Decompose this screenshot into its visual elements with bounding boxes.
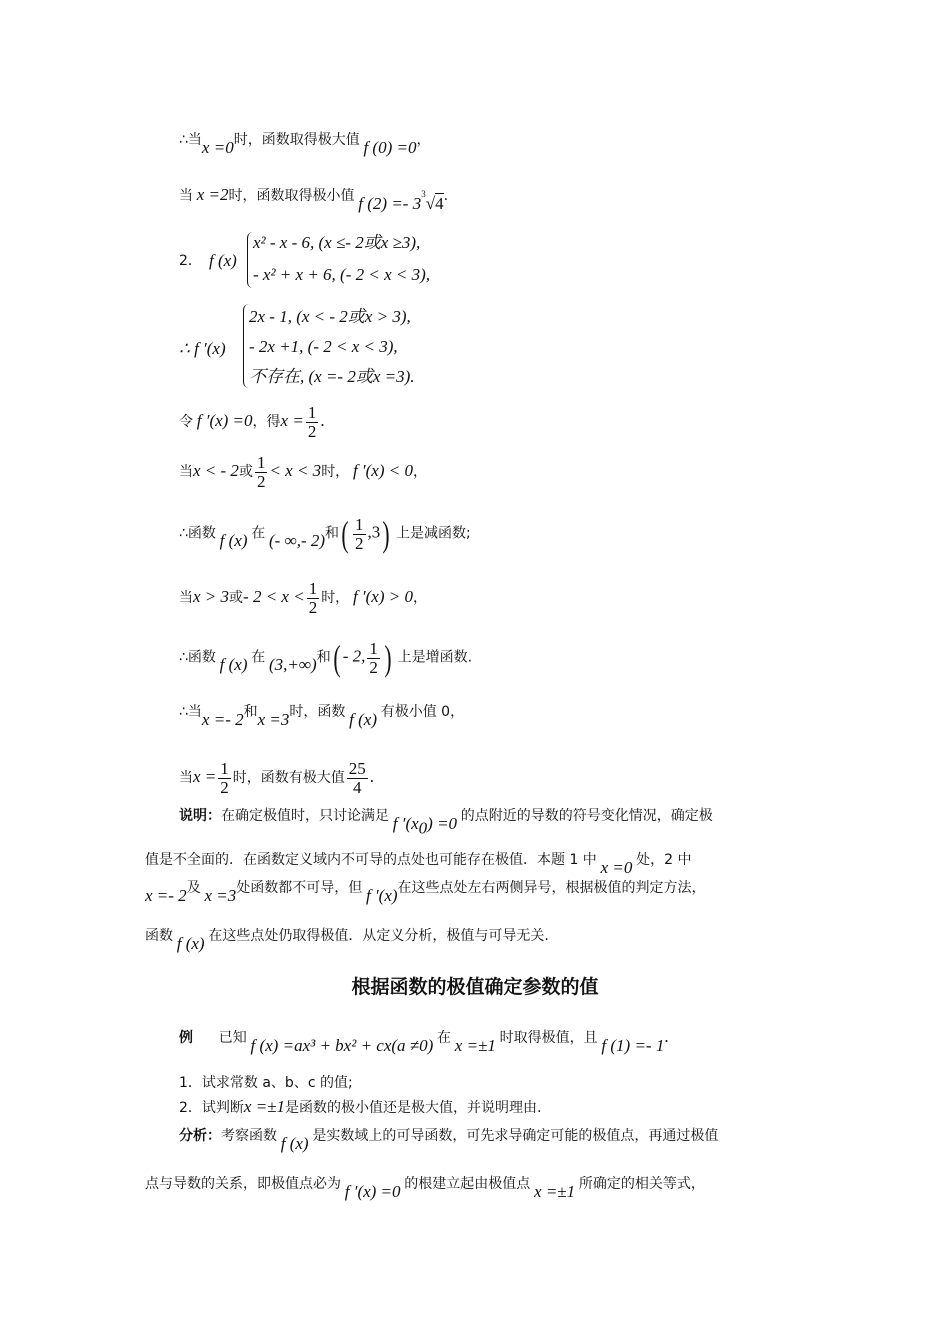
note-line-1: 说明：在确定极值时，只讨论满足 f $'(x_0) =0$ 的点附近的导数的符号变化情况，确定极 — [179, 808, 713, 838]
note-line-3: x =- 2及 x =3处函数都不可导，但 f ′(x)在这些点处左右两侧异号，根据极值的判定方法， — [145, 880, 706, 905]
text-line-decreasing: ∴函数 f (x) 在 (- ∞,- 2)和( $\frac{1}{2}$ ,3) 上是减函数; — [179, 514, 471, 554]
note-line-4: 函数 f (x) 在这些点处仍取得极值．从定义分析，极值与可导无关. — [145, 928, 549, 953]
question-2: 2．试判断x =±1是函数的极小值还是极大值，并说明理由. — [179, 1097, 542, 1116]
text-line-max-at-0: ∴当x =0时，函数取得极大值 f (0) =0， — [179, 132, 431, 157]
text-line-min-value: ∴当x =- 2和x =3时，函数 f (x) 有极小值 0， — [179, 704, 465, 729]
section-heading: 根据函数的极值确定参数的值 — [351, 976, 599, 998]
fraction-one-half: $\frac{1}{2}$ — [307, 403, 317, 441]
fraction-one-half: $\frac{1}{2}$ — [220, 759, 229, 797]
item-number-2: 2． — [179, 253, 202, 269]
fraction-25-4: $\frac{25}{4}$ — [348, 759, 366, 797]
derivative-case-3: 不存在, (x =- 2或x =3). — [249, 367, 415, 386]
text-line-max-value: 当x = $\frac{1}{2}$ 时，函数有极大值 $\frac{25}{4}$ . — [179, 759, 375, 797]
piecewise-fprime-lhs: ∴ f ′(x) — [179, 339, 226, 358]
piecewise-f-lhs: f (x) — [209, 251, 237, 270]
fraction-one-half: $\frac{1}{2}$ — [256, 453, 266, 491]
analysis-line-1: 分析：考察函数 f (x) 是实数域上的可导函数，可先求导确定可能的极值点，再通过极值 — [179, 1128, 719, 1153]
analysis-line-2: 点与导数的关系，即极值点必为 f ′(x) =0 的根建立起由极值点 x =±1 所确定的相关等式， — [145, 1176, 705, 1201]
text-line-increasing: ∴函数 f (x) 在 (3,+∞)和( - 2, $\frac{1}{2}$ ) 上是增函数. — [179, 638, 473, 678]
text-line-min-at-2: 当 x =2时，函数取得极小值 f $(2) =- 3^3√4$. — [179, 185, 449, 213]
derivative-case-2: - 2x +1, (- 2 < x < 3), — [249, 337, 398, 356]
text-line-set-derivative-zero: 令 f ′(x) =0，得x = $\frac{1}{2}$ . — [179, 403, 325, 441]
fraction-one-half: $\frac{1}{2}$ — [369, 638, 378, 677]
fraction-one-half: $\frac{1}{2}$ — [355, 514, 364, 553]
question-1: 1．试求常数 a、b、c 的值; — [179, 1075, 353, 1091]
text-line-derivative-positive: 当x > 3或- 2 < x < $\frac{1}{2}$ 时， f ′(x) > 0， — [179, 579, 427, 617]
text-line-derivative-negative: 当x < - 2或 $\frac{1}{2}$ < x < 3时， f ′(x) < 0， — [179, 453, 427, 491]
note-line-2: 值是不全面的．在函数定义域内不可导的点处也可能存在极值．本题 1 中 x =0 处，2 中 — [145, 852, 692, 877]
example-line: 例 已知 f (x) =ax³ + bx² + cx(a ≠0) 在 x =±1 时取得极值，且 f (1) =- 1. — [179, 1027, 669, 1055]
fraction-one-half: $\frac{1}{2}$ — [308, 579, 318, 617]
piecewise-case-2: - x² + x + 6, (- 2 < x < 3), — [253, 265, 431, 284]
derivative-case-1: 2x - 1, (x < - 2或x > 3), — [249, 307, 411, 326]
piecewise-case-1: x² - x - 6, (x ≤- 2或x ≥3), — [253, 233, 421, 252]
